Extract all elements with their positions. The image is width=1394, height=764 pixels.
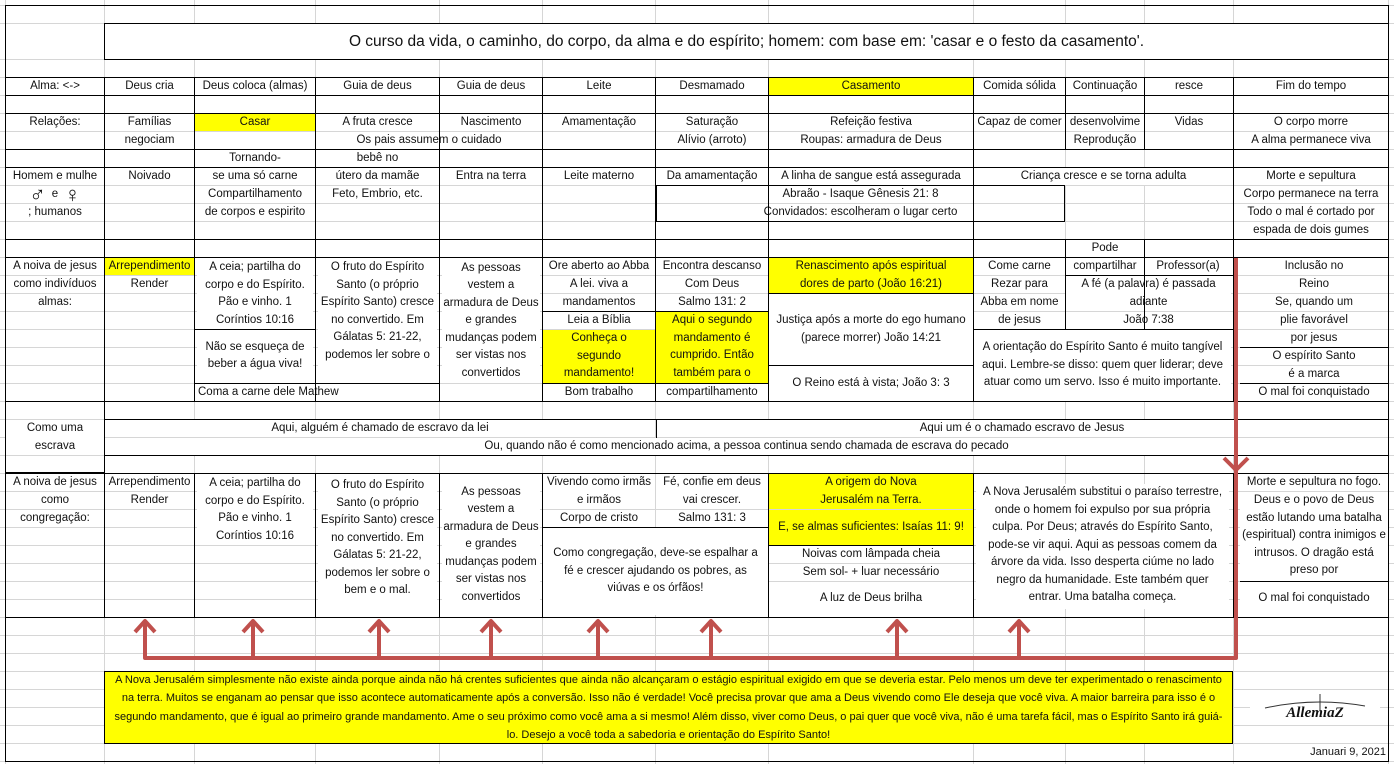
cell[interactable]: A ceia; partilha do corpo e do Espírito. Pão e vinho. 1 Coríntios 10:16 bbox=[197, 475, 313, 545]
cell[interactable]: Inclusão no bbox=[1240, 258, 1388, 275]
cell[interactable]: Saturação bbox=[656, 114, 768, 131]
arrow-head-up-1 bbox=[135, 621, 155, 632]
cell[interactable]: Da amamentação bbox=[656, 168, 768, 185]
escrava-label[interactable]: Como uma escrava bbox=[6, 420, 104, 455]
header-deus-coloca[interactable]: Deus coloca (almas) bbox=[195, 78, 315, 95]
arrow-head-up-5 bbox=[588, 621, 608, 632]
cell-aqui-segundo[interactable]: Aqui o segundo mandamento é cumprido. Então também para o bbox=[656, 312, 768, 383]
cell[interactable]: Todo o mal é cortado por bbox=[1234, 204, 1388, 221]
cell[interactable]: As pessoas vestem a armadura de Deus e grandes mudanças podem ser vistas nos convertidos bbox=[442, 475, 540, 615]
logo-text: AllemiaZ bbox=[1286, 704, 1344, 721]
header-guia-2[interactable]: Guia de deus bbox=[440, 78, 542, 95]
gridline bbox=[0, 455, 1394, 456]
cell[interactable]: desenvolvime bbox=[1066, 114, 1144, 131]
header-fim[interactable]: Fim do tempo bbox=[1234, 78, 1388, 95]
cell[interactable]: Noivado bbox=[105, 168, 194, 185]
gridline bbox=[0, 401, 1394, 402]
cell[interactable]: é a marca bbox=[1240, 366, 1388, 383]
gridline bbox=[0, 5, 1394, 6]
cell[interactable]: negociam bbox=[105, 132, 194, 149]
cell[interactable]: compartilhar bbox=[1066, 258, 1144, 275]
cell[interactable]: Convidados: escolheram o lugar certo bbox=[656, 204, 1065, 221]
gridline bbox=[0, 743, 1394, 744]
cell[interactable]: Corpo permanece na terra bbox=[1234, 186, 1388, 203]
cell[interactable]: O mal foi conquistado bbox=[1240, 384, 1388, 401]
arrow-head-up-8 bbox=[1009, 621, 1029, 632]
cell[interactable]: Vidas bbox=[1145, 114, 1233, 131]
cell[interactable]: Salmo 131: 2 bbox=[656, 294, 768, 311]
cell[interactable]: Os pais assumem o cuidado bbox=[316, 132, 542, 149]
cell[interactable]: O fruto do Espírito Santo (o próprio Espírito Santo) cresce no convertido. Em Gálatas 5: 21-22, podemos ler sobre o bem e o mal. bbox=[318, 475, 437, 615]
cell[interactable]: Morte e sepultura no fogo. bbox=[1240, 474, 1388, 491]
header-desmamado[interactable]: Desmamado bbox=[656, 78, 768, 95]
cell[interactable]: compartilhamento bbox=[656, 384, 768, 401]
cell[interactable]: O fruto do Espírito Santo (o próprio Espírito Santo) cresce no convertido. Em Gálatas 5: 21-22, podemos ler sobre o bbox=[318, 259, 437, 383]
cell[interactable]: A alma permanece viva bbox=[1234, 132, 1388, 149]
cell-isaias[interactable]: E, se almas suficientes: Isaías 11: 9! bbox=[769, 510, 973, 545]
header-alma[interactable]: Alma: <-> bbox=[6, 78, 104, 95]
cell[interactable]: Morte e sepultura bbox=[1234, 168, 1388, 185]
cell[interactable]: O corpo morre bbox=[1234, 114, 1388, 131]
cell[interactable]: Noivas com lâmpada cheia bbox=[769, 546, 973, 563]
cell[interactable]: A linha de sangue está assegurada bbox=[769, 168, 973, 185]
footer-note[interactable]: A Nova Jerusalém simplesmente não existe ainda porque ainda não há crentes suficientes que ainda não alcançaram o estágio espiritual exigido em que se deveria estar. Pelo menos um deve ter experimentado o renascimento na terra. Muitos se enganam ao pensar que isso acontece automaticamente após a conversão. Isso não é verdade! Você precisa provar que ama a Deus vivendo como Ele deseja que você viva. A maior barreira para isso é o segundo mandamento, que é igual ao primeiro grande mandamento. Ame o seu próximo como você ama a si mesmo! Além disso, viver como Deus, o pai quer que você viva, não é uma tarefa fácil, mas o Espírito Santo irá guiá-lo. Desejo a você toda a sabedoria e orientação do Espírito Santo! bbox=[105, 672, 1232, 743]
cell-renascimento[interactable]: Renascimento após espiritual dores de parto (João 16:21) bbox=[769, 258, 973, 293]
cell[interactable]: A fé (a palavra) é passada adiante bbox=[1066, 276, 1231, 311]
header-leite[interactable]: Leite bbox=[543, 78, 655, 95]
cell[interactable]: Coma a carne dele Mathew bbox=[195, 384, 439, 401]
cell[interactable]: bebê no bbox=[316, 150, 439, 167]
cell[interactable]: Leia a Bíblia bbox=[543, 312, 655, 329]
male-symbol-icon: ♂ bbox=[29, 186, 46, 203]
cell-origem[interactable]: A origem do Nova Jerusalém na Terra. bbox=[769, 474, 973, 509]
cell[interactable]: Abba em nome bbox=[974, 294, 1065, 311]
gridline bbox=[0, 239, 1394, 240]
cell[interactable]: O Reino está à vista; João 3: 3 bbox=[769, 366, 973, 401]
cell[interactable]: Leite materno bbox=[543, 168, 655, 185]
cell[interactable]: Rezar para bbox=[974, 276, 1065, 293]
cell[interactable]: Entra na terra bbox=[440, 168, 542, 185]
cell[interactable]: Com Deus bbox=[656, 276, 768, 293]
cell-casar[interactable]: Casar bbox=[195, 114, 315, 131]
cell[interactable]: A fruta cresce bbox=[316, 114, 439, 131]
cell[interactable]: Sem sol- + luar necessário bbox=[769, 564, 973, 581]
cell[interactable]: A orientação do Espírito Santo é muito tangível aqui. Lembre-se disso: quem quer liderar; deve atuar como um servo. Isso é muito importante. bbox=[974, 330, 1231, 401]
cell[interactable]: A ceia; partilha do corpo e do Espírito. Pão e vinho. 1 Coríntios 10:16 bbox=[197, 259, 313, 329]
arrow-head-down bbox=[1224, 458, 1248, 470]
cell[interactable]: O espírito Santo bbox=[1240, 348, 1388, 365]
female-symbol-icon: ♀ bbox=[64, 186, 81, 203]
cell[interactable]: Reprodução bbox=[1066, 132, 1144, 149]
cell[interactable]: se uma só carne bbox=[195, 168, 315, 185]
cell[interactable]: Deus e o povo de Deus estão lutando uma batalha (espiritual) contra inimigos e intrusos. O dragão está preso por bbox=[1240, 492, 1388, 581]
cell[interactable]: de jesus bbox=[974, 312, 1065, 329]
logo bbox=[1250, 690, 1380, 725]
arrow-head-up-6 bbox=[701, 621, 721, 632]
cell[interactable]: Salmo 131: 3 bbox=[656, 510, 768, 527]
cell[interactable]: Feto, Embrio, etc. bbox=[316, 186, 439, 203]
gridline bbox=[0, 221, 1394, 222]
and-text: e bbox=[51, 187, 59, 200]
cell[interactable]: por jesus bbox=[1240, 330, 1388, 347]
cell[interactable]: Ore aberto ao Abba bbox=[543, 258, 655, 275]
cell[interactable]: A luz de Deus brilha bbox=[769, 588, 973, 609]
cell[interactable]: ; humanos bbox=[6, 204, 104, 221]
cong-label-1[interactable]: A noiva de jesus bbox=[6, 474, 104, 491]
cell[interactable]: Bom trabalho bbox=[543, 384, 655, 401]
cell[interactable]: de corpos e espirito bbox=[195, 204, 315, 221]
cell[interactable]: A lei. viva a bbox=[543, 276, 655, 293]
cell[interactable]: plie favorável bbox=[1240, 312, 1388, 329]
arrow-head-up-4 bbox=[481, 621, 501, 632]
cell[interactable]: Nascimento bbox=[440, 114, 542, 131]
cell[interactable]: Render bbox=[105, 276, 194, 293]
cell[interactable]: Corpo de cristo bbox=[543, 510, 655, 527]
gridline bbox=[0, 59, 1394, 60]
homem-label[interactable]: Homem e mulhe bbox=[6, 168, 104, 185]
cell[interactable]: Compartilhamento bbox=[195, 186, 315, 203]
header-deus-cria[interactable]: Deus cria bbox=[105, 78, 194, 95]
cell[interactable]: João 7:38 bbox=[1066, 312, 1231, 329]
cell[interactable]: Tornando- bbox=[195, 150, 315, 167]
noiva-label-3[interactable]: almas: bbox=[6, 294, 104, 311]
cell-arrependimento[interactable]: Arrependimento bbox=[105, 258, 194, 275]
gender-symbols bbox=[6, 186, 104, 203]
cell[interactable]: Come carne bbox=[974, 258, 1065, 275]
date-label: Januari 9, 2021 bbox=[1292, 744, 1388, 761]
cell[interactable]: Ou, quando não é como mencionado acima, a pessoa continua sendo chamada de escrava do pecado bbox=[105, 438, 1388, 455]
cell[interactable]: Vivendo como irmãs e irmãos bbox=[543, 474, 655, 509]
cell[interactable]: Render bbox=[105, 492, 194, 509]
cell[interactable]: Aqui, alguém é chamado de escravo da lei bbox=[105, 420, 655, 437]
cell[interactable]: As pessoas vestem a armadura de Deus e grandes mudanças podem ser vistas nos convertidos bbox=[442, 259, 540, 383]
gridline bbox=[0, 761, 1394, 762]
gridline bbox=[0, 95, 1394, 96]
cell[interactable]: Famílias bbox=[105, 114, 194, 131]
cell[interactable]: Roupas: armadura de Deus bbox=[769, 132, 973, 149]
cell[interactable]: mandamentos bbox=[543, 294, 655, 311]
cell[interactable]: Fé, confie em deus vai crescer. bbox=[656, 474, 768, 509]
header-casamento[interactable]: Casamento bbox=[769, 78, 973, 95]
header-continuacao[interactable]: Continuação bbox=[1066, 78, 1144, 95]
header-guia-1[interactable]: Guia de deus bbox=[316, 78, 439, 95]
cell-conheca[interactable]: Conheça o segundo mandamento! bbox=[543, 330, 655, 383]
cell[interactable]: espada de dois gumes bbox=[1234, 222, 1388, 239]
cell[interactable]: Abraão - Isaque Gênesis 21: 8 bbox=[656, 186, 1065, 203]
page-title: O curso da vida, o caminho, do corpo, da alma e do espírito; homem: com base em: 'casar e o festo da casamento'. bbox=[105, 24, 1388, 59]
cell[interactable]: Amamentação bbox=[543, 114, 655, 131]
arrow-head-up-2 bbox=[243, 621, 263, 632]
cong-label-2[interactable]: como bbox=[6, 492, 104, 509]
noiva-label-2[interactable]: como indivíduos bbox=[6, 276, 104, 293]
cell[interactable]: útero da mamãe bbox=[316, 168, 439, 185]
cell[interactable]: Refeição festiva bbox=[769, 114, 973, 131]
noiva-label-1[interactable]: A noiva de jesus bbox=[6, 258, 104, 275]
cell[interactable]: Reino bbox=[1240, 276, 1388, 293]
cell[interactable]: Alívio (arroto) bbox=[656, 132, 768, 149]
gridline bbox=[0, 653, 1394, 654]
relacoes-label[interactable]: Relações: bbox=[6, 114, 104, 131]
cell[interactable]: Pode bbox=[1066, 240, 1144, 257]
cong-label-3[interactable]: congregação: bbox=[6, 510, 104, 527]
cell[interactable]: Encontra descanso bbox=[656, 258, 768, 275]
gridline bbox=[0, 617, 1394, 618]
cell[interactable]: Aqui um é o chamado escravo de Jesus bbox=[656, 420, 1388, 437]
cell[interactable]: A Nova Jerusalém substitui o paraíso terrestre, onde o homem foi expulso por sua própria culpa. Por Deus; através do Espírito Santo, pode-se vir aqui. Aqui as pessoas comem da árvore da vida. Isso desperta ciúme no lado negro da humanidade. Este também quer entrar. Uma batalha começa. bbox=[976, 484, 1229, 609]
cell[interactable]: Arrependimento bbox=[105, 474, 194, 491]
header-comida[interactable]: Comida sólida bbox=[974, 78, 1065, 95]
cell[interactable]: Não se esqueça de beber a água viva! bbox=[197, 330, 313, 382]
cell[interactable]: Justiça após a morte do ego humano (parece morrer) João 14:21 bbox=[769, 294, 973, 365]
cell[interactable]: O mal foi conquistado bbox=[1240, 590, 1388, 607]
cell[interactable]: Criança cresce e se torna adulta bbox=[974, 168, 1233, 185]
arrow-head-up-7 bbox=[887, 621, 907, 632]
header-resce[interactable]: resce bbox=[1145, 78, 1233, 95]
cell[interactable]: Professor(a) bbox=[1145, 258, 1231, 275]
arrow-head-up-3 bbox=[369, 621, 389, 632]
cell[interactable]: Como congregação, deve-se espalhar a fé e crescer ajudando os pobres, as viúvas e os órfãos! bbox=[543, 528, 768, 615]
gridline bbox=[0, 635, 1394, 636]
cell[interactable]: Se, quando um bbox=[1240, 294, 1388, 311]
cell[interactable]: Capaz de comer bbox=[974, 114, 1065, 131]
gridline bbox=[1388, 0, 1389, 764]
